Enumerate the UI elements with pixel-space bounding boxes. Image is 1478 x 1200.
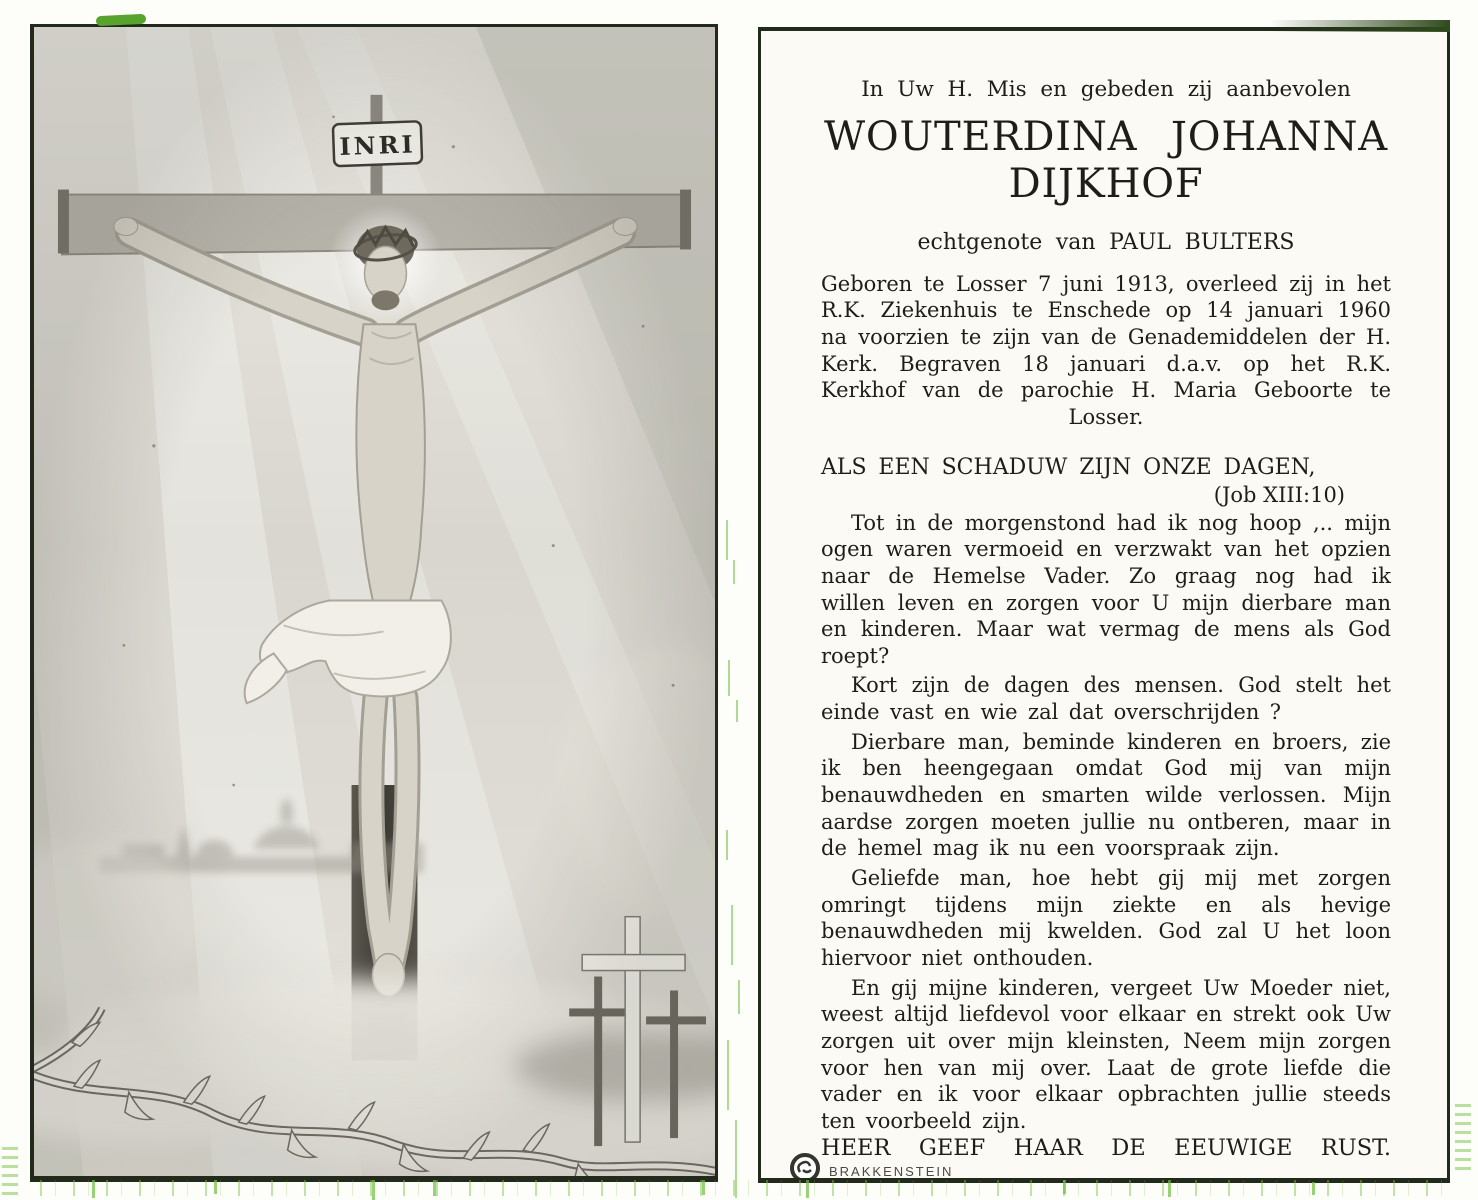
scan-streak bbox=[214, 1180, 217, 1194]
scan-streak bbox=[726, 830, 728, 860]
scan-streak bbox=[728, 660, 730, 696]
prayer-paragraph: Tot in de morgenstond had ik nog hoop ,.. mijn ogen waren vermoeid en verzwakt van het opzien naar de Hemelse Vader. Zo graag nog had ik willen leven en zorgen voor U mijn dierbare man en kinderen. Maar wat vermag de mens als God roept? bbox=[821, 510, 1391, 668]
prayer-paragraph: Kort zijn de dagen des mensen. God stelt het einde vast en wie zal dat overschrijden ? bbox=[821, 673, 1391, 725]
scan-smudge bbox=[1270, 20, 1450, 32]
biography-paragraph: Geboren te Losser 7 juni 1913, overleed zij in het R.K. Ziekenhuis te Enschede op 14 januari 1960 na voorzien te zijn van de Genademiddelen der H. Kerk. Begraven 18 januari d.a.v. op het R.K. Kerkhof van de parochie H. Maria Geboorte te Losser. bbox=[821, 271, 1391, 429]
scan-streak bbox=[736, 700, 738, 722]
scan-streak bbox=[1168, 1180, 1171, 1197]
verse-reference: (Job XIII:10) bbox=[1213, 482, 1345, 507]
scan-streaks bbox=[40, 1180, 1454, 1196]
scan-streak bbox=[731, 905, 733, 965]
scan-streak bbox=[1455, 1100, 1471, 1170]
scan-streak bbox=[806, 1180, 809, 1198]
deceased-name-line-1: WOUTERDINA JOHANNA bbox=[824, 114, 1388, 160]
memorial-card-front bbox=[30, 24, 718, 1182]
printer-seal-icon bbox=[789, 1152, 821, 1183]
printer-mark bbox=[789, 1152, 953, 1183]
scan-streak bbox=[433, 1180, 436, 1196]
scan-streak bbox=[735, 1120, 737, 1198]
scan-streak bbox=[1312, 1182, 1315, 1195]
prayer-paragraph: Dierbare man, beminde kinderen en broers, zie ik ben heengegaan omdat God mij van mijn benauwdheden en smarten wilde verlossen. Mijn aardse zorgen moeten jullie nu ontberen, maar in de hemel mag ik nu een voorspraak zijn. bbox=[821, 729, 1391, 861]
scan-streak bbox=[1063, 1180, 1066, 1194]
relation-line: echtgenote van PAUL BULTERS bbox=[917, 229, 1295, 255]
scan-streak bbox=[372, 1180, 375, 1200]
scan-streak bbox=[727, 1040, 729, 1110]
scan-streak bbox=[733, 560, 735, 584]
vignette bbox=[34, 27, 715, 1176]
scan-streak bbox=[726, 520, 728, 560]
crucifixion-illustration bbox=[34, 27, 715, 1176]
closing-line: HEER GEEF HAAR DE EEUWIGE RUST. bbox=[821, 1134, 1391, 1161]
prayer-paragraph: Geliefde man, hoe hebt gij mij met zorgen omringt tijdens mijn ziekte en als hevige benauwdheden mij kwelden. God zal U het loon hiervoor niet onthouden. bbox=[821, 866, 1391, 971]
verse-title: ALS EEN SCHADUW ZIJN ONZE DAGEN, bbox=[821, 454, 1316, 480]
deceased-name-line-2: DIJKHOF bbox=[1008, 160, 1204, 207]
memorial-card-back bbox=[758, 27, 1450, 1183]
scan-streak bbox=[738, 980, 740, 1014]
scan-streak bbox=[92, 1180, 95, 1198]
intro-line: In Uw H. Mis en gebeden zij aanbevolen bbox=[861, 77, 1351, 102]
printer-name: BRAKKENSTEIN bbox=[829, 1163, 954, 1179]
scan-streak bbox=[702, 1180, 705, 1195]
scan-streak bbox=[2, 1145, 18, 1195]
prayer-paragraph: En gij mijne kinderen, vergeet Uw Moeder niet, weest altijd liefdevol voor elkaar en strekt ook Uw zorgen uit over mijn kleinsten, Neem mijn zorgen voor hen van mij over. Laat de grote liefde die vader en ik voor elkaar opbrachten jullie steeds ten voorbeeld zijn. bbox=[821, 975, 1391, 1133]
